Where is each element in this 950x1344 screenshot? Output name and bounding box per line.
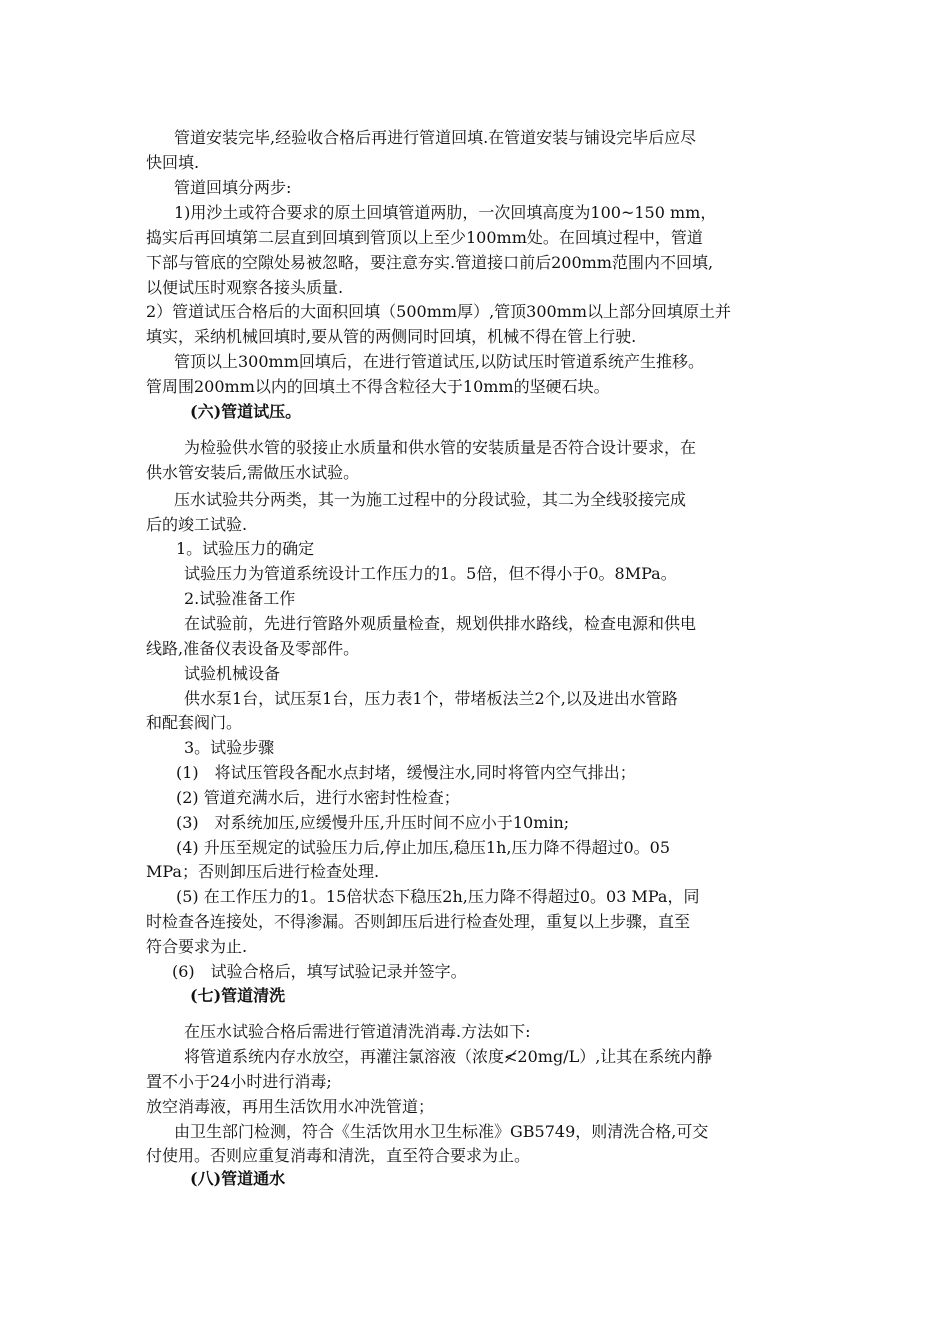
paragraph-line: 放空消毒液，再用生活饮用水冲洗管道； [146,1097,435,1116]
paragraph-line: 线路,准备仪表设备及零部件。 [146,639,360,658]
paragraph-line: 和配套阀门。 [146,713,243,732]
paragraph-line: 供水管安装后,需做压水试验。 [146,463,360,482]
paragraph-line: 试验机械设备 [184,664,281,683]
paragraph-line: MPa；否则卸压后进行检查处理. [146,862,380,881]
paragraph-line: 1。试验压力的确定 [176,539,315,558]
paragraph-line: 1)用沙土或符合要求的原土回填管道两肋，一次回填高度为100~150 mm， [174,203,717,222]
paragraph-line: 管顶以上300mm回填后，在进行管道试压,以防试压时管道系统产生推移。 [174,352,704,371]
paragraph-line: (1) 将试压管段各配水点封堵，缓慢注水,同时将管内空气排出； [176,763,636,782]
paragraph-line: 2）管道试压合格后的大面积回填（500mm厚）,管顶300mm以上部分回填原土并 [146,302,732,321]
paragraph-line: 管道回填分两步: [174,178,292,197]
paragraph-line: (5) 在工作压力的1。15倍状态下稳压2h,压力降不得超过0。03 MPa，同 [176,887,700,906]
paragraph-line: 置不小于24小时进行消毒; [146,1072,332,1091]
paragraph-line: 后的竣工试验. [146,515,248,534]
paragraph-line: 供水泵1台，试压泵1台，压力表1个，带堵板法兰2个,以及进出水管路 [184,689,678,708]
section-heading-7: (七)管道清洗 [190,986,286,1005]
paragraph-line: 在试验前，先进行管路外观质量检查，规划供排水路线，检查电源和供电 [184,614,697,633]
paragraph-line: 管道安装完毕,经验收合格后再进行管道回填.在管道安装与铺设完毕后应尽 [174,128,697,147]
paragraph-line: 填实，采纳机械回填时,要从管的两侧同时回填，机械不得在管上行驶. [146,327,637,346]
paragraph-line: (4) 升压至规定的试验压力后,停止加压,稳压1h,压力降不得超过0。05 [176,838,671,857]
paragraph-line: 为检验供水管的驳接止水质量和供水管的安装质量是否符合设计要求，在 [184,438,697,457]
paragraph-line: 由卫生部门检测，符合《生活饮用水卫生标准》GB5749，则清洗合格,可交 [174,1122,709,1141]
paragraph-line: (2) 管道充满水后，进行水密封性检查； [176,788,460,807]
section-heading-6: (六)管道试压。 [190,402,302,421]
paragraph-line: 符合要求为止. [146,937,248,956]
paragraph-line: 付使用。否则应重复消毒和清洗，直至符合要求为止。 [146,1146,531,1165]
paragraph-line: 捣实后再回填第二层直到回填到管顶以上至少100mm处。在回填过程中，管道 [146,228,703,247]
section-heading-8: (八)管道通水 [190,1169,286,1188]
paragraph-line: 下部与管底的空隙处易被忽略，要注意夯实.管道接口前后200mm范围内不回填, [146,253,714,272]
paragraph-line: 快回填. [146,153,200,172]
paragraph-line: 试验压力为管道系统设计工作压力的1。5倍，但不得小于0。8MPa。 [184,564,677,583]
paragraph-line: (6) 试验合格后，填写试验记录并签字。 [172,962,467,981]
paragraph-line: 在压水试验合格后需进行管道清洗消毒.方法如下: [184,1022,531,1041]
paragraph-line: 管周围200mm以内的回填土不得含粒径大于10mm的坚硬石块。 [146,377,610,396]
paragraph-line: (3) 对系统加压,应缓慢升压,升压时间不应小于10min; [176,813,570,832]
paragraph-line: 时检查各连接处，不得渗漏。否则卸压后进行检查处理，重复以上步骤，直至 [146,912,691,931]
paragraph-line: 2.试验准备工作 [184,589,296,608]
paragraph-line: 以便试压时观察各接头质量. [146,278,344,297]
paragraph-line: 3。试验步骤 [184,738,275,757]
paragraph-line: 将管道系统内存水放空，再灌注氯溶液（浓度≮20mg/L）,让其在系统内静 [184,1047,713,1066]
paragraph-line: 压水试验共分两类，其一为施工过程中的分段试验，其二为全线驳接完成 [174,490,687,509]
